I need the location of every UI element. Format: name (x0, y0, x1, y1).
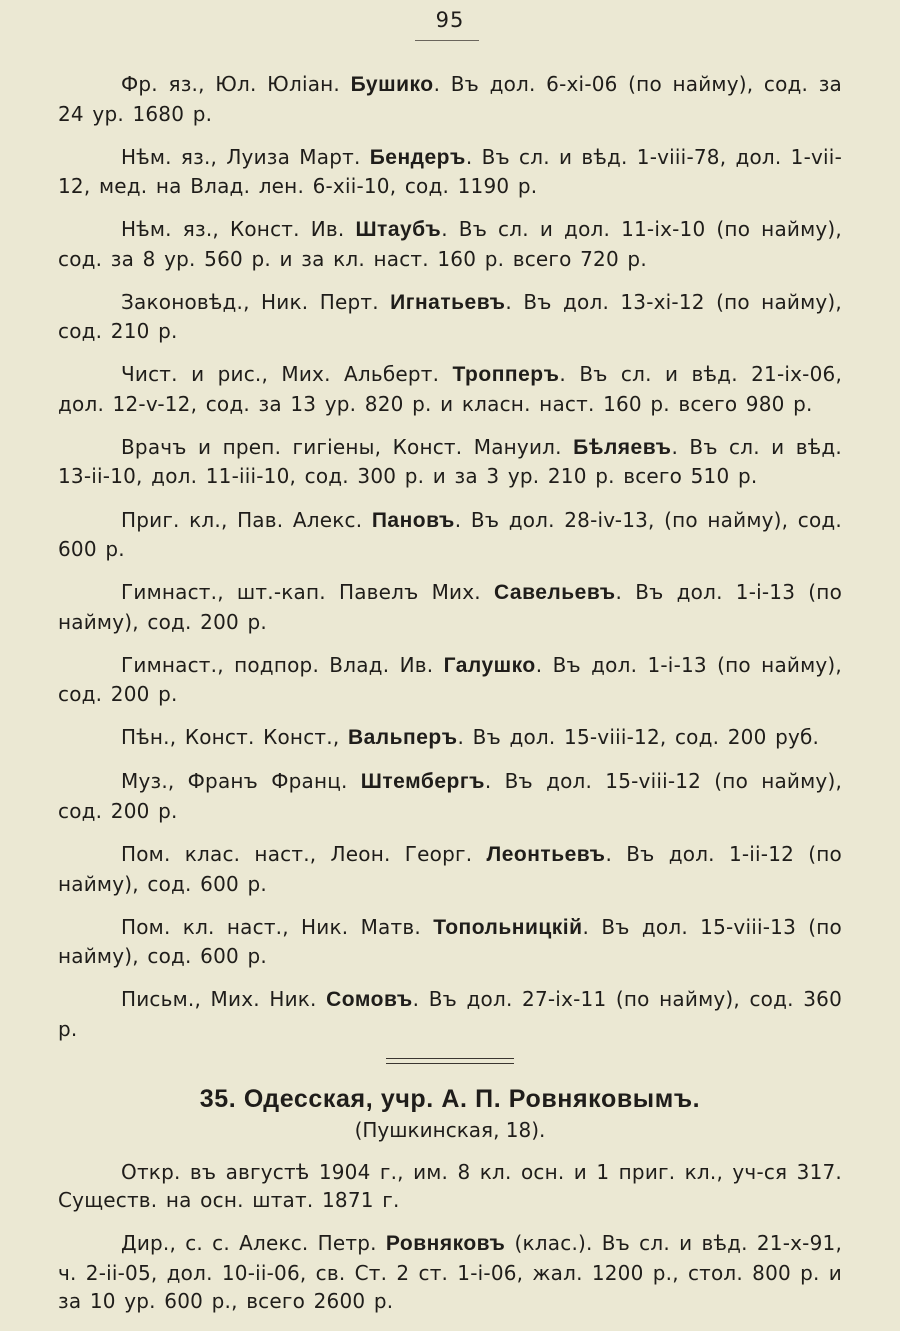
entry-details: . Въ дол. 28-iv-13, (по найму), сод. 600 р. (58, 507, 842, 562)
entry-details: . Въ сл. и вѣд. 21-ix-06, дол. 12-v-12, сод. за 13 ур. 820 р. и класн. наст. 160 р. всего 980 р. (58, 362, 843, 416)
section-divider (386, 1058, 514, 1064)
entry-details: . Въ дол. 15-viii-12, сод. 200 руб. (457, 725, 820, 750)
staff-entry (58, 506, 842, 564)
page-number-rule (415, 40, 479, 41)
entry-lead: Пом. кл. наст., Ник. Матв. (121, 914, 434, 939)
staff-entry (58, 767, 842, 825)
entry-surname: Игнатьевъ (390, 290, 506, 314)
entry-surname: Ровняковъ (385, 1232, 506, 1256)
staff-entry (58, 1158, 842, 1215)
entry-details: . Въ сл. и вѣд. 13-ii-10, дол. 11-iii-10, сод. 300 р. и за 3 ур. 210 р. всего 510 р. (58, 434, 842, 489)
entry-lead: Муз., Франъ Франц. (121, 769, 361, 794)
entry-details: (клас.). Въ сл. и вѣд. 21-x-91, ч. 2-ii-05, дол. 10-ii-06, св. Ст. 2 ст. 1-i-06, жал. 1200 р., стол. 800 р. и за 10 ур. 600 р., всего 2600 р. (58, 1231, 843, 1314)
staff-entry (58, 1229, 842, 1316)
entry-details: . Въ дол. 27-ix-11 (по найму), сод. 360 р. (58, 987, 843, 1041)
text-block (58, 70, 842, 1331)
entry-surname: Бѣляевъ (573, 435, 672, 459)
section-heading: 35. Одесская, учр. А. П. Ровняковымъ. (199, 1084, 701, 1113)
section-address: (Пушкинская, 18). (354, 1117, 546, 1142)
entry-details: . Въ дол. 1-i-13 (по найму), сод. 200 р. (58, 580, 843, 634)
staff-entry (58, 840, 842, 898)
entry-details: . Въ дол. 1-i-13 (по найму), сод. 200 р. (58, 652, 842, 707)
entry-surname: Штембергъ (360, 770, 485, 794)
staff-entry (58, 913, 842, 971)
entry-lead: Законовѣд., Ник. Перт. (121, 289, 391, 314)
entry-lead: Врачъ и преп. гигіены, Конст. Мануил. (121, 434, 574, 459)
entry-details: . Въ дол. 13-xi-12 (по найму), сод. 210 р. (58, 289, 842, 344)
entry-lead: Пѣн., Конст. Конст., (121, 725, 348, 750)
entry-surname: Савельевъ (494, 581, 616, 605)
entry-details: . Въ дол. 6-xi-06 (по найму), сод. за 24 ур. 1680 р. (58, 72, 843, 126)
entry-lead: Фр. яз., Юл. Юліан. (121, 72, 351, 96)
entry-surname: Тропперъ (452, 363, 560, 387)
entry-details: . Въ дол. 15-viii-12 (по найму), сод. 200 р. (58, 769, 843, 823)
entry-lead: Чист. и рис., Мих. Альберт. (121, 362, 453, 387)
staff-entry (58, 143, 842, 201)
entry-surname: Вальперъ (347, 726, 458, 750)
staff-entry (58, 723, 842, 753)
entry-lead: Гимнаст., подпор. Влад. Ив. (121, 652, 444, 677)
staff-entry (58, 651, 842, 709)
entry-details: . Въ дол. 15-viii-13 (по найму), сод. 600 р. (58, 914, 842, 969)
entry-details: . Въ дол. 1-ii-12 (по найму), сод. 600 р. (58, 842, 842, 896)
entry-lead: Нѣм. яз., Конст. Ив. (121, 217, 356, 242)
staff-entry (58, 433, 842, 491)
entry-lead: Гимнаст., шт.-кап. Павелъ Мих. (121, 580, 494, 605)
staff-entry (58, 360, 842, 418)
entry-surname: Бендеръ (369, 145, 466, 169)
staff-entry (58, 288, 842, 346)
entry-surname: Галушко (443, 653, 536, 677)
entry-lead: Нѣм. яз., Луиза Март. (121, 144, 370, 169)
staff-entry (58, 215, 842, 273)
entry-surname: Пановъ (371, 508, 455, 532)
entry-lead: Письм., Мих. Ник. (121, 987, 327, 1012)
entry-details: . Въ сл. и вѣд. 1-viii-78, дол. 1-vii-12, мед. на Влад. лен. 6-xii-10, сод. 1190 р. (58, 144, 842, 199)
staff-entry (58, 985, 842, 1043)
entry-surname: Бушико (350, 73, 434, 96)
entry-lead: Приг. кл., Пав. Алекс. (121, 507, 372, 532)
page-number: 95 (435, 8, 465, 32)
section-entries (58, 1158, 842, 1316)
staff-entry (58, 578, 842, 636)
entry-details: . Въ сл. и дол. 11-ix-10 (по найму), сод. за 8 ур. 560 р. и за кл. наст. 160 р. всего 720 р. (58, 217, 842, 271)
entry-surname: Штаубъ (355, 218, 442, 242)
entry-lead: Дир., с. с. Алекс. Петр. (121, 1231, 386, 1256)
staff-entry (58, 70, 842, 128)
entry-surname: Сомовъ (326, 988, 413, 1012)
entry-lead: Откр. въ августѣ 1904 г., им. 8 кл. осн. и 1 приг. кл., уч-ся 317. Существ. на осн. штат. 1871 г. (58, 1159, 842, 1213)
staff-list (58, 70, 842, 1043)
entry-surname: Леонтьевъ (486, 843, 606, 867)
entry-surname: Топольницкій (433, 915, 583, 939)
entry-lead: Пом. клас. наст., Леон. Георг. (121, 842, 487, 867)
